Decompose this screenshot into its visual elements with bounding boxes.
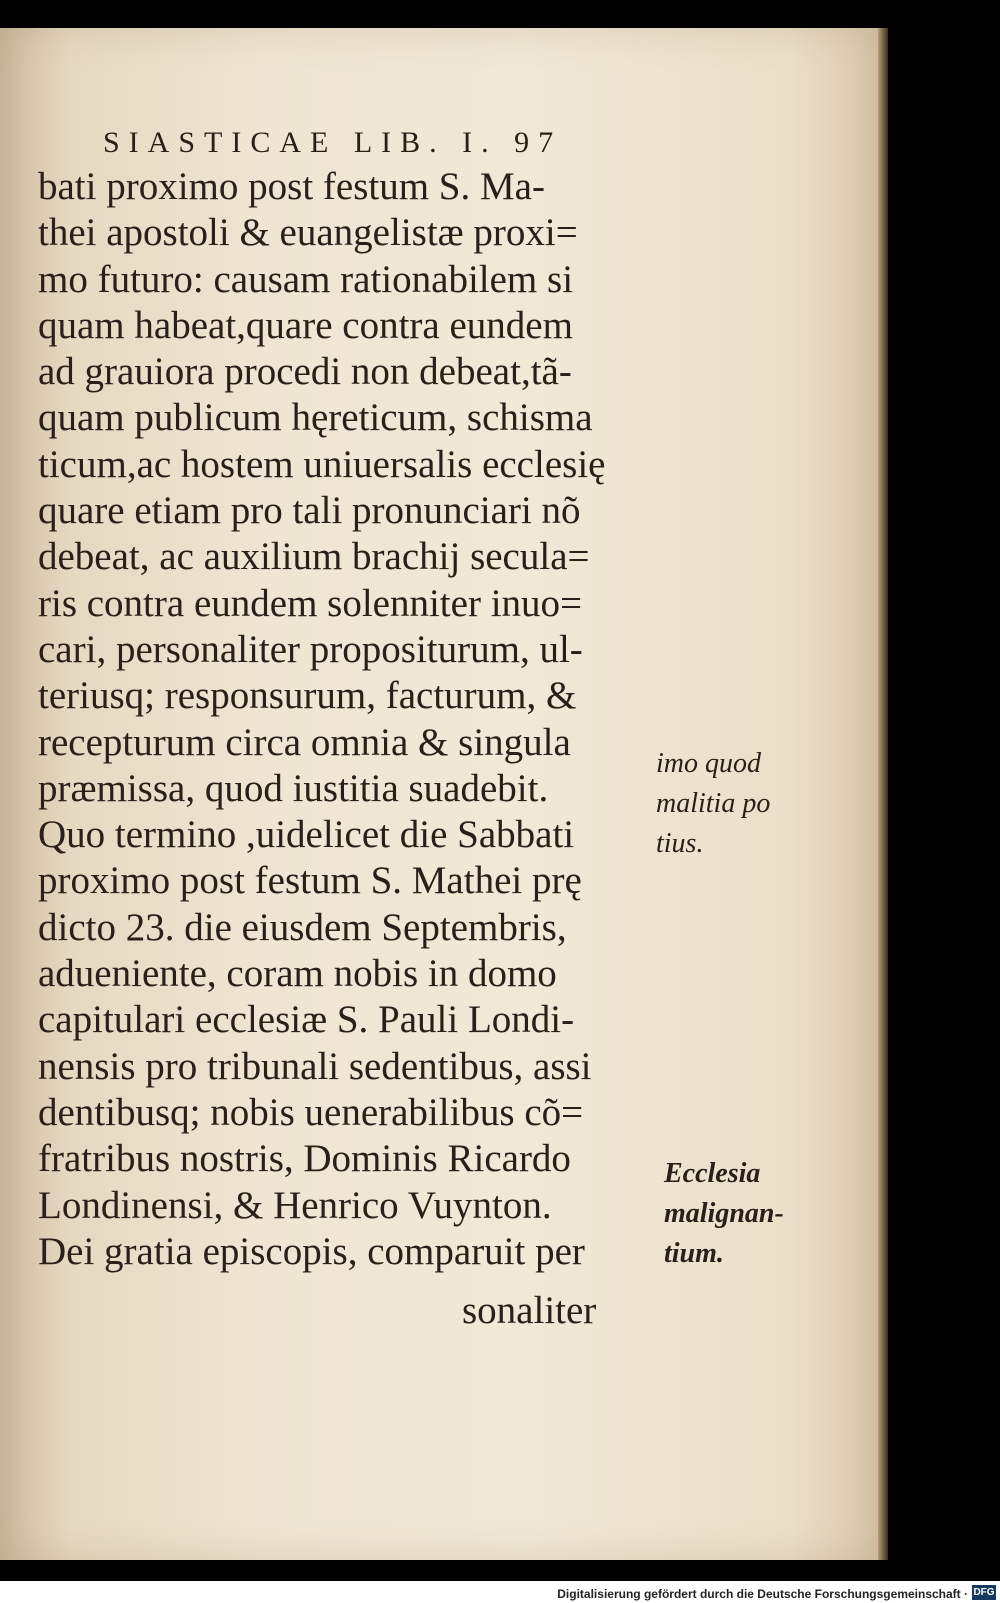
text-line: ris contra eundem solenniter inuo=	[38, 581, 583, 625]
running-head: SIASTICAE LIB. I. 97	[103, 126, 563, 159]
text-line: fratribus nostris, Dominis Ricardo	[38, 1137, 571, 1181]
marginal-note-line: malitia po	[656, 788, 771, 819]
marginal-note-line: tium.	[664, 1238, 724, 1269]
text-line: recepturum circa omnia & singula	[38, 720, 571, 764]
text-line: capitulari ecclesiæ S. Pauli Londi-	[38, 998, 575, 1042]
text-line: dicto 23. die eiusdem Septembris,	[38, 905, 567, 949]
text-line: cari, personaliter propositurum, ul-	[38, 627, 583, 671]
footer-bar	[0, 1581, 1000, 1603]
catchword: sonaliter	[462, 1289, 597, 1332]
text-line: thei apostoli & euangelistæ proxi=	[38, 211, 578, 255]
text-line: quam habeat,quare contra eundem	[38, 303, 573, 347]
text-line: nensis pro tribunali sedentibus, assi	[38, 1044, 592, 1088]
text-line: adueniente, coram nobis in domo	[38, 952, 557, 996]
text-line: Quo termino ,uidelicet die Sabbati	[38, 813, 575, 857]
marginal-note-line: Ecclesia	[664, 1158, 761, 1189]
text-line: mo futuro: causam rationabilem si	[38, 257, 574, 301]
marginal-note	[664, 1154, 784, 1274]
text-line: quare etiam pro tali pronunciari nõ	[38, 489, 581, 533]
marginal-note	[656, 744, 770, 864]
text-line: Londinensi, & Henrico Vuynton.	[38, 1183, 552, 1227]
funding-credit: Digitalisierung gefördert durch die Deutsche Forschungsgemeinschaft ·	[557, 1587, 968, 1601]
text-line: dentibusq; nobis uenerabilibus cõ=	[38, 1090, 584, 1134]
page-edge	[878, 28, 888, 1560]
text-line: proximo post festum S. Mathei prę	[38, 859, 582, 903]
marginal-note-line: imo quod	[656, 748, 761, 779]
marginal-note-line: tius.	[656, 828, 704, 859]
text-line: teriusq; responsurum, facturum, &	[38, 674, 577, 718]
dfg-logo: DFG	[973, 1587, 995, 1598]
text-line: quam publicum hęreticum, schisma	[38, 396, 593, 440]
body-text	[38, 164, 658, 1275]
text-line: debeat, ac auxilium brachij secula=	[38, 535, 590, 579]
text-line: Dei gratia episcopis, comparuit per	[38, 1229, 585, 1273]
marginal-note-line: malignan-	[664, 1198, 784, 1229]
text-line: præmissa, quod iustitia suadebit.	[38, 766, 549, 810]
text-line: ticum,ac hostem uniuersalis ecclesię	[38, 442, 606, 486]
text-line: ad grauiora procedi non debeat,tã-	[38, 350, 572, 394]
text-line: bati proximo post festum S. Ma-	[38, 165, 545, 208]
